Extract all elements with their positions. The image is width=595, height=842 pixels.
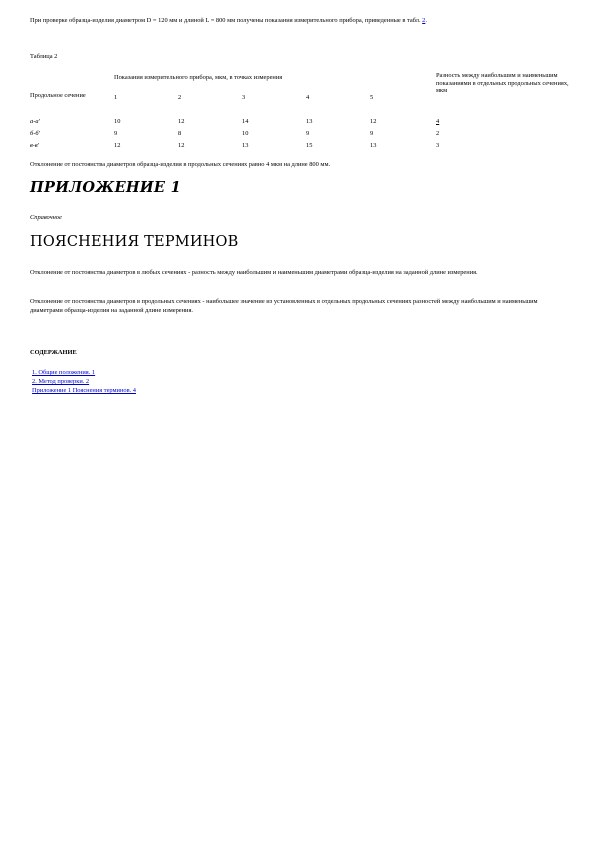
table-cell: 13: [370, 142, 377, 149]
toc-link[interactable]: 2. Метод проверки. 2: [32, 378, 90, 385]
measurement-table: [30, 72, 570, 154]
difference-cell: 3: [436, 142, 440, 149]
table-cell: 9: [370, 130, 374, 137]
table-cell: 15: [306, 142, 313, 149]
table-cell: 12: [178, 118, 185, 125]
section-label: в-в': [30, 142, 40, 149]
intro-text: При проверке образца-изделия диаметром D = 120 мм и длиной L = 800 мм получены показания измерительного прибора, приведенные в табл.: [30, 17, 421, 24]
table-caption: Таблица 2: [30, 53, 58, 60]
point-header: 5: [370, 94, 374, 101]
toc-title: СОДЕРЖАНИЕ: [30, 349, 77, 356]
table-cell: 8: [178, 130, 182, 137]
table-row: [30, 114, 570, 130]
table-cell: 10: [242, 130, 249, 137]
table-conclusion: Отклонение от постоянства диаметров образца-изделия в продольных сечениях равно 4 мкм на длине 800 мм.: [30, 161, 331, 168]
toc-link[interactable]: Приложение 1 Пояснения терминов. 4: [32, 387, 137, 394]
header-section: Продольное сечение: [30, 92, 86, 99]
table-cell: 14: [242, 118, 249, 125]
difference-cell: 4: [436, 118, 440, 125]
table-cell: 13: [306, 118, 313, 125]
definition-paragraph: Отклонение от постоянства диаметров в продольных сечениях - наибольшее значение из установленных в отдельных продольных сечениях разностей между наибольшим и наименьшим диаметрами образца-изделия на заданной длине измерения.: [30, 298, 538, 314]
table-header-row: [30, 72, 570, 86]
header-difference: Разность между наибольшим и наименьшим показаниями в отдельных продольных сечениях, мкм: [436, 72, 569, 94]
intro-paragraph: [30, 16, 570, 25]
table-cell: 12: [114, 142, 121, 149]
table-of-contents: [32, 368, 136, 395]
table-row: [30, 142, 570, 154]
table-cell: 12: [178, 142, 185, 149]
appendix-title: ПРИЛОЖЕНИЕ 1: [30, 179, 182, 196]
terms-title: ПОЯСНЕНИЯ ТЕРМИНОВ: [30, 234, 239, 250]
section-label: б-б': [30, 130, 40, 137]
table-2-link[interactable]: 2: [422, 17, 426, 24]
point-header: 4: [306, 94, 310, 101]
appendix-type: Справочное: [30, 214, 62, 221]
header-readings: Показания измерительного прибора, мкм, в точках измерения: [114, 74, 283, 81]
section-label: а-а': [30, 118, 40, 125]
table-cell: 9: [114, 130, 118, 137]
intro-end: .: [425, 17, 427, 24]
point-header: 2: [178, 94, 182, 101]
difference-cell: 2: [436, 130, 440, 137]
definition-paragraph: Отклонение от постоянства диаметров в любых сечениях - разность между наибольшим и наименьшим диаметрами образца-изделия на заданной длине измерения.: [30, 269, 478, 276]
table-cell: 9: [306, 130, 310, 137]
table-cell: 13: [242, 142, 249, 149]
table-cell: 10: [114, 118, 121, 125]
point-header: 1: [114, 94, 118, 101]
table-cell: 12: [370, 118, 377, 125]
table-row: [30, 130, 570, 142]
point-header: 3: [242, 94, 246, 101]
toc-link[interactable]: 1. Общие положения. 1: [32, 369, 96, 376]
